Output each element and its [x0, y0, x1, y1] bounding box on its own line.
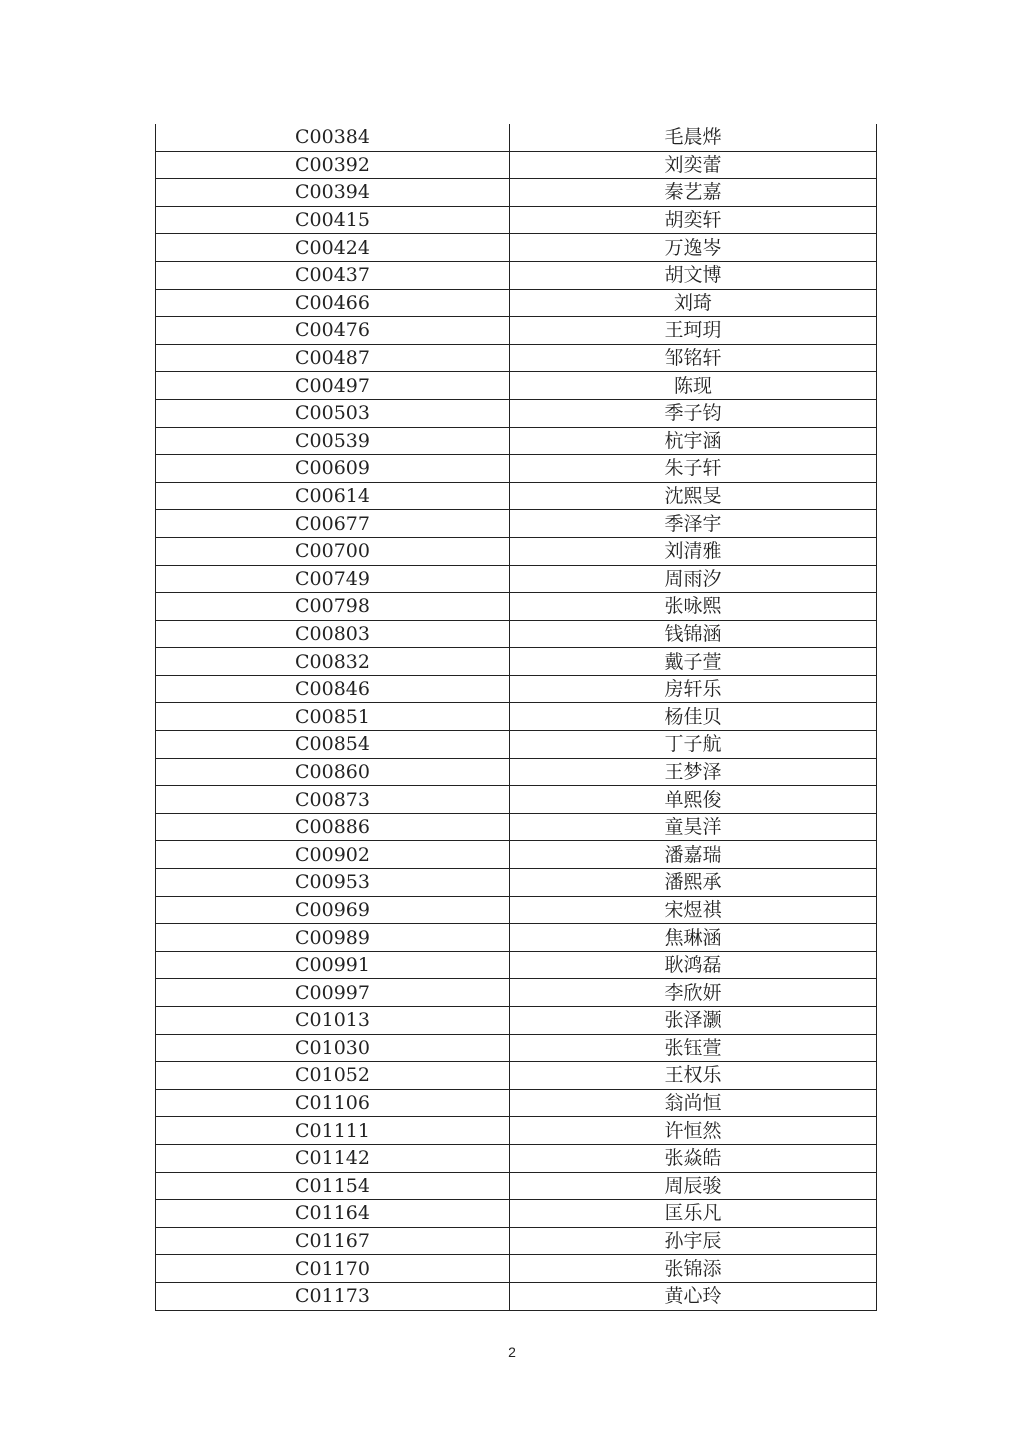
- table-row: [156, 1255, 877, 1283]
- student-name-cell: 焦琳涵: [510, 924, 877, 952]
- table-row: [156, 648, 877, 676]
- roster-table: [155, 124, 877, 1311]
- student-name-cell: 万逸岑: [510, 234, 877, 262]
- student-id-cell: C01030: [156, 1034, 510, 1062]
- student-name-cell: 宋煜祺: [510, 896, 877, 924]
- student-id-cell: C00614: [156, 482, 510, 510]
- student-name-cell: 季泽宇: [510, 510, 877, 538]
- table-row: [156, 620, 877, 648]
- table-row: [156, 813, 877, 841]
- table-row: [156, 1117, 877, 1145]
- student-name-cell: 沈熙旻: [510, 482, 877, 510]
- student-id-cell: C00798: [156, 593, 510, 621]
- student-name-cell: 杭宇涵: [510, 427, 877, 455]
- table-row: [156, 1227, 877, 1255]
- student-id-cell: C00539: [156, 427, 510, 455]
- student-id-cell: C00466: [156, 289, 510, 317]
- student-name-cell: 刘清雅: [510, 537, 877, 565]
- student-id-cell: C01052: [156, 1062, 510, 1090]
- student-name-cell: 钱锦涵: [510, 620, 877, 648]
- student-name-cell: 周雨汐: [510, 565, 877, 593]
- student-name-cell: 张咏熙: [510, 593, 877, 621]
- table-row: [156, 841, 877, 869]
- student-id-cell: C01170: [156, 1255, 510, 1283]
- student-name-cell: 王权乐: [510, 1062, 877, 1090]
- student-id-cell: C01142: [156, 1144, 510, 1172]
- student-name-cell: 李欣妍: [510, 979, 877, 1007]
- student-name-cell: 朱子轩: [510, 455, 877, 483]
- student-id-cell: C00902: [156, 841, 510, 869]
- student-id-cell: C00700: [156, 537, 510, 565]
- student-name-cell: 丁子航: [510, 731, 877, 759]
- table-row: [156, 593, 877, 621]
- table-row: [156, 427, 877, 455]
- student-id-cell: C01167: [156, 1227, 510, 1255]
- student-name-cell: 刘琦: [510, 289, 877, 317]
- table-row: [156, 1172, 877, 1200]
- student-id-cell: C00851: [156, 703, 510, 731]
- table-row: [156, 758, 877, 786]
- student-name-cell: 童昊洋: [510, 813, 877, 841]
- table-row: [156, 731, 877, 759]
- student-id-cell: C00953: [156, 869, 510, 897]
- student-id-cell: C00989: [156, 924, 510, 952]
- table-row: [156, 979, 877, 1007]
- table-row: [156, 1062, 877, 1090]
- table-row: [156, 924, 877, 952]
- student-id-cell: C00503: [156, 399, 510, 427]
- student-name-cell: 杨佳贝: [510, 703, 877, 731]
- student-id-cell: C00415: [156, 206, 510, 234]
- student-id-cell: C00991: [156, 951, 510, 979]
- student-id-cell: C00487: [156, 344, 510, 372]
- student-name-cell: 房轩乐: [510, 675, 877, 703]
- student-id-cell: C00846: [156, 675, 510, 703]
- student-name-cell: 邹铭轩: [510, 344, 877, 372]
- student-name-cell: 毛晨烨: [510, 124, 877, 151]
- student-name-cell: 秦艺嘉: [510, 179, 877, 207]
- student-name-cell: 张焱皓: [510, 1144, 877, 1172]
- table-row: [156, 869, 877, 897]
- table-row: [156, 675, 877, 703]
- table-row: [156, 510, 877, 538]
- table-row: [156, 537, 877, 565]
- table-row: [156, 206, 877, 234]
- student-name-cell: 戴子萱: [510, 648, 877, 676]
- table-row: [156, 317, 877, 345]
- table-row: [156, 1034, 877, 1062]
- table-row: [156, 372, 877, 400]
- student-name-cell: 王珂玥: [510, 317, 877, 345]
- student-id-cell: C00497: [156, 372, 510, 400]
- student-id-cell: C00392: [156, 151, 510, 179]
- student-name-cell: 张泽灏: [510, 1007, 877, 1035]
- table-row: [156, 289, 877, 317]
- table-row: [156, 261, 877, 289]
- student-name-cell: 王梦泽: [510, 758, 877, 786]
- student-name-cell: 匡乐凡: [510, 1200, 877, 1228]
- student-name-cell: 季子钧: [510, 399, 877, 427]
- student-id-cell: C00886: [156, 813, 510, 841]
- table-row: [156, 1282, 877, 1310]
- table-row: [156, 399, 877, 427]
- student-id-cell: C00997: [156, 979, 510, 1007]
- roster-table-body: [156, 124, 877, 1310]
- student-id-cell: C00424: [156, 234, 510, 262]
- student-id-cell: C01164: [156, 1200, 510, 1228]
- table-row: [156, 455, 877, 483]
- student-id-cell: C01106: [156, 1089, 510, 1117]
- student-name-cell: 张钰萱: [510, 1034, 877, 1062]
- table-row: [156, 703, 877, 731]
- table-row: [156, 344, 877, 372]
- table-row: [156, 951, 877, 979]
- student-id-cell: C00873: [156, 786, 510, 814]
- student-id-cell: C01154: [156, 1172, 510, 1200]
- table-row: [156, 896, 877, 924]
- student-id-cell: C00677: [156, 510, 510, 538]
- student-id-cell: C01173: [156, 1282, 510, 1310]
- student-id-cell: C00860: [156, 758, 510, 786]
- table-row: [156, 786, 877, 814]
- student-id-cell: C00394: [156, 179, 510, 207]
- student-name-cell: 耿鸿磊: [510, 951, 877, 979]
- student-id-cell: C00854: [156, 731, 510, 759]
- student-id-cell: C00832: [156, 648, 510, 676]
- student-name-cell: 周辰骏: [510, 1172, 877, 1200]
- table-row: [156, 482, 877, 510]
- page-number: 2: [508, 1344, 516, 1360]
- student-name-cell: 翁尚恒: [510, 1089, 877, 1117]
- table-row: [156, 1144, 877, 1172]
- student-id-cell: C00803: [156, 620, 510, 648]
- table-row: [156, 1007, 877, 1035]
- student-name-cell: 黄心玲: [510, 1282, 877, 1310]
- student-id-cell: C00437: [156, 261, 510, 289]
- table-row: [156, 565, 877, 593]
- student-name-cell: 潘嘉瑞: [510, 841, 877, 869]
- student-id-cell: C00969: [156, 896, 510, 924]
- student-name-cell: 胡文博: [510, 261, 877, 289]
- student-name-cell: 孙宇辰: [510, 1227, 877, 1255]
- student-name-cell: 张锦添: [510, 1255, 877, 1283]
- student-id-cell: C00749: [156, 565, 510, 593]
- student-id-cell: C00476: [156, 317, 510, 345]
- table-row: [156, 151, 877, 179]
- student-id-cell: C01013: [156, 1007, 510, 1035]
- student-name-cell: 许恒然: [510, 1117, 877, 1145]
- student-name-cell: 潘熙承: [510, 869, 877, 897]
- student-name-cell: 单熙俊: [510, 786, 877, 814]
- student-name-cell: 陈现: [510, 372, 877, 400]
- table-row: [156, 1200, 877, 1228]
- table-row: [156, 1089, 877, 1117]
- table-row: [156, 179, 877, 207]
- student-id-cell: C00384: [156, 124, 510, 151]
- table-row: [156, 234, 877, 262]
- student-name-cell: 刘奕蕾: [510, 151, 877, 179]
- student-name-cell: 胡奕轩: [510, 206, 877, 234]
- student-id-cell: C01111: [156, 1117, 510, 1145]
- table-row: [156, 124, 877, 151]
- student-id-cell: C00609: [156, 455, 510, 483]
